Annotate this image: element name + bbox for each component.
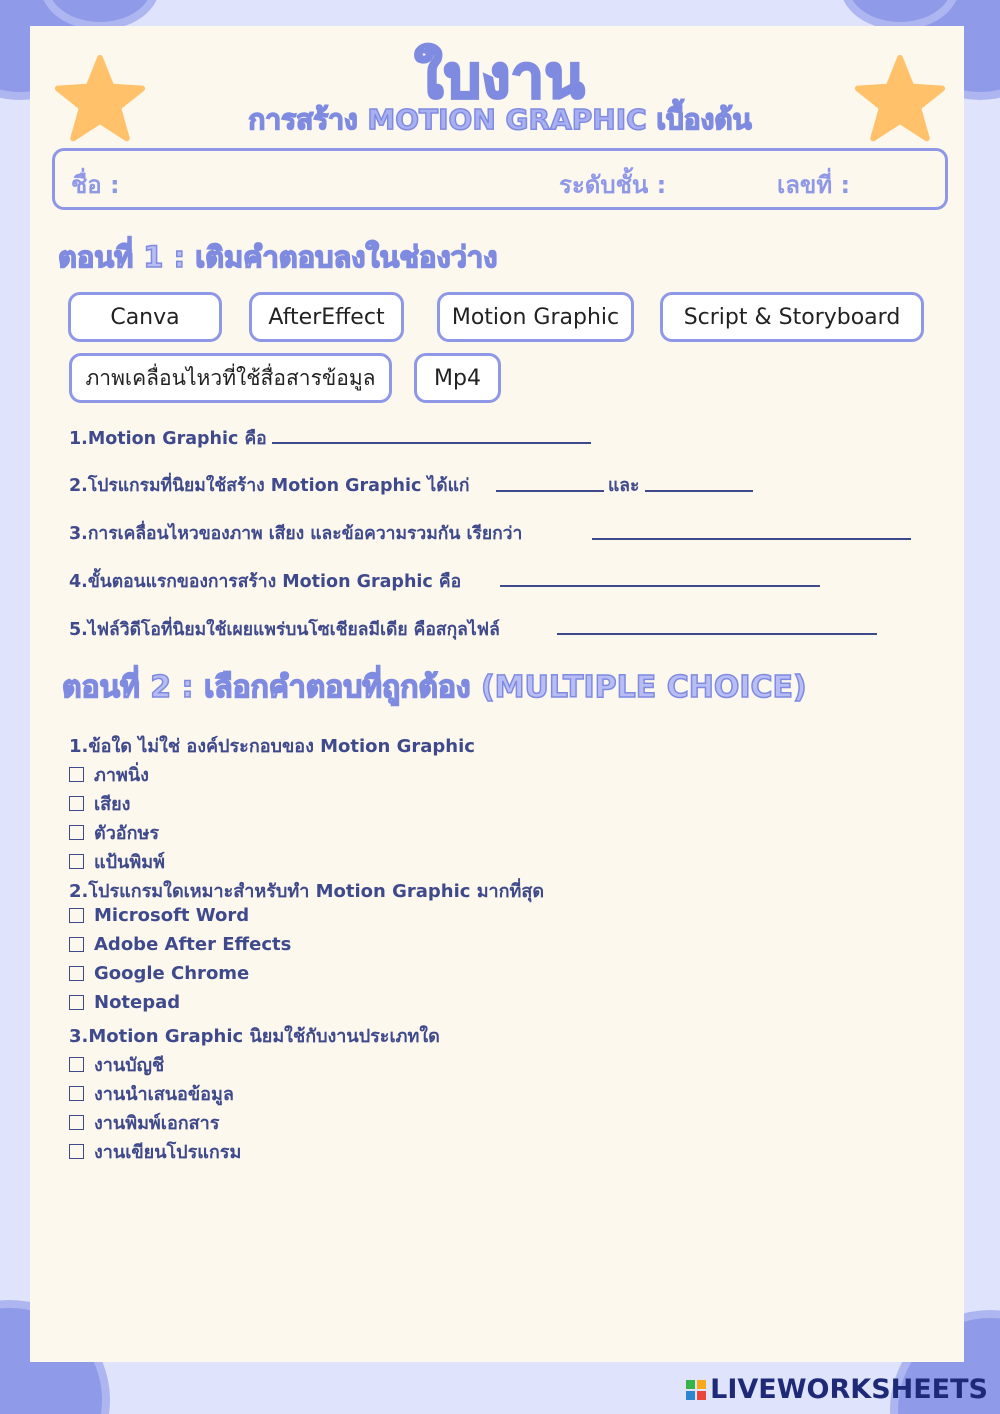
- part2-title: ตอนที่ 2 : เลือกคำตอบที่ถูกต้อง (MULTIPLE CHOICE): [62, 670, 807, 705]
- fill-question-2-and: และ: [608, 476, 640, 496]
- checkbox-icon[interactable]: [69, 767, 84, 782]
- part1-title: ตอนที่ 1 : เติมคำตอบลงในช่องว่าง: [58, 240, 498, 274]
- mc-option[interactable]: [69, 905, 249, 926]
- answer-blank-2a[interactable]: [496, 490, 604, 492]
- liveworksheets-logo[interactable]: [686, 1374, 988, 1405]
- worksheet-subtitle: การสร้าง MOTION GRAPHIC เบื้องต้น: [248, 103, 752, 136]
- fill-question-3: 3.การเคลื่อนไหวของภาพ เสียง และข้อความรวมกัน เรียกว่า: [69, 524, 523, 544]
- fill-question-1: 1.Motion Graphic คือ: [69, 429, 267, 449]
- mc-option-label: Microsoft Word: [94, 905, 250, 926]
- mc-option-label: Notepad: [94, 992, 181, 1013]
- checkbox-icon[interactable]: [69, 1086, 84, 1101]
- choice-chip-mp4[interactable]: Mp4: [414, 353, 501, 403]
- liveworksheets-logo-icon: [686, 1380, 706, 1400]
- answer-blank-4[interactable]: [500, 585, 820, 587]
- checkbox-icon[interactable]: [69, 854, 84, 869]
- checkbox-icon[interactable]: [69, 1057, 84, 1072]
- checkbox-icon[interactable]: [69, 908, 84, 923]
- mc-option[interactable]: [69, 992, 180, 1013]
- answer-blank-1[interactable]: [272, 442, 591, 444]
- mc-option[interactable]: [69, 1108, 219, 1137]
- checkbox-icon[interactable]: [69, 966, 84, 981]
- mc-option-label: เสียง: [94, 794, 131, 815]
- liveworksheets-logo-text: LIVEWORKSHEETS: [710, 1374, 988, 1405]
- mc-option[interactable]: [69, 789, 130, 818]
- checkbox-icon[interactable]: [69, 1115, 84, 1130]
- mc-question-1: 1.ข้อใด ไม่ใช่ องค์ประกอบของ Motion Graphic: [69, 736, 475, 757]
- fill-question-2: 2.โปรแกรมที่นิยมใช้สร้าง Motion Graphic ได้แก่: [69, 476, 470, 496]
- mc-option-label: ภาพนิ่ง: [94, 765, 149, 786]
- worksheet-title: ใบงาน: [414, 43, 586, 111]
- checkbox-icon[interactable]: [69, 995, 84, 1010]
- mc-option-label: งานบัญชี: [94, 1055, 165, 1076]
- mc-option[interactable]: [69, 1079, 234, 1108]
- number-label: เลขที่ :: [777, 171, 851, 199]
- mc-option[interactable]: [69, 963, 249, 984]
- fill-question-5: 5.ไฟล์วิดีโอที่นิยมใช้เผยแพร่บนโซเชียลมีเดีย คือสกุลไฟล์: [69, 620, 500, 640]
- mc-question-3: 3.Motion Graphic นิยมใช้กับงานประเภทใด: [69, 1026, 440, 1047]
- mc-option[interactable]: [69, 760, 149, 789]
- choice-chip-script-storyboard[interactable]: Script & Storyboard: [660, 292, 924, 342]
- mc-option[interactable]: [69, 1137, 241, 1166]
- mc-question-2: 2.โปรแกรมใดเหมาะสำหรับทำ Motion Graphic มากที่สุด: [69, 881, 545, 902]
- answer-blank-3[interactable]: [592, 538, 911, 540]
- mc-option-label: ตัวอักษร: [94, 823, 160, 844]
- mc-option-label: งานนำเสนอข้อมูล: [94, 1084, 234, 1105]
- answer-blank-2b[interactable]: [645, 490, 753, 492]
- student-info-box: [52, 148, 948, 210]
- choice-chip-aftereffect[interactable]: AfterEffect: [249, 292, 404, 342]
- mc-option-label: Google Chrome: [94, 963, 250, 984]
- mc-option-label: Adobe After Effects: [94, 934, 292, 955]
- choice-chip-animation-definition[interactable]: ภาพเคลื่อนไหวที่ใช้สื่อสารข้อมูล: [69, 353, 392, 403]
- mc-option[interactable]: [69, 818, 159, 847]
- checkbox-icon[interactable]: [69, 796, 84, 811]
- choice-chip-motion-graphic[interactable]: Motion Graphic: [437, 292, 634, 342]
- choice-chip-canva[interactable]: Canva: [68, 292, 222, 342]
- mc-option[interactable]: [69, 1050, 164, 1079]
- mc-option-label: งานพิมพ์เอกสาร: [94, 1113, 220, 1134]
- mc-option-label: งานเขียนโปรแกรม: [94, 1142, 242, 1163]
- mc-option[interactable]: [69, 934, 291, 955]
- class-label: ระดับชั้น :: [559, 171, 667, 199]
- answer-blank-5[interactable]: [557, 633, 877, 635]
- fill-question-4: 4.ขั้นตอนแรกของการสร้าง Motion Graphic คือ: [69, 572, 462, 592]
- checkbox-icon[interactable]: [69, 937, 84, 952]
- checkbox-icon[interactable]: [69, 825, 84, 840]
- mc-option[interactable]: [69, 847, 165, 876]
- name-label: ชื่อ :: [71, 171, 120, 199]
- checkbox-icon[interactable]: [69, 1144, 84, 1159]
- mc-option-label: แป้นพิมพ์: [94, 852, 165, 873]
